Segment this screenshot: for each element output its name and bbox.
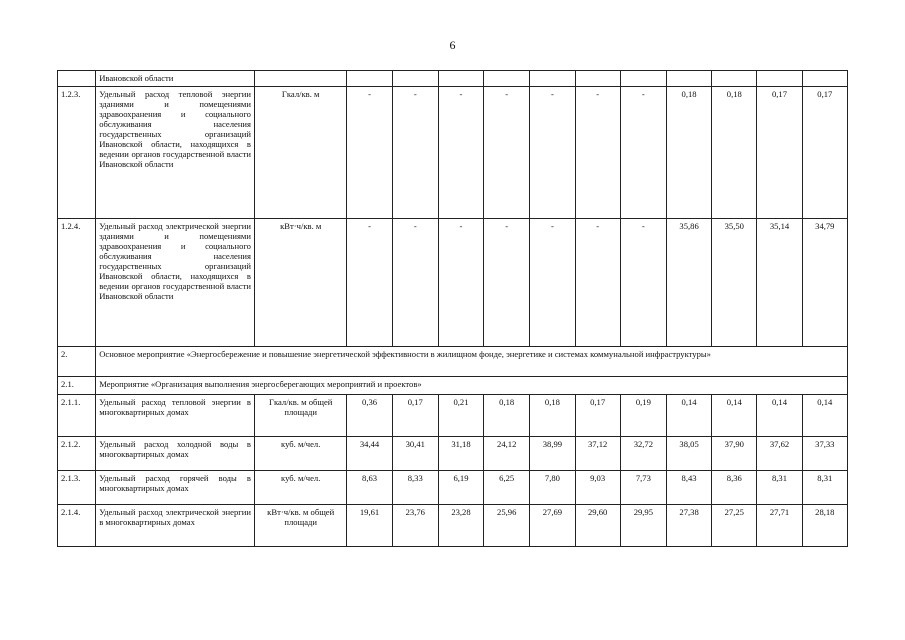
value-cell	[620, 71, 666, 87]
value-cell: 27,38	[666, 505, 711, 547]
value-cell: 27,69	[530, 505, 575, 547]
value-cell	[392, 71, 438, 87]
value-cell: 8,31	[757, 471, 802, 505]
unit-of-measure: кВт·ч/кв. м общей площади	[254, 505, 346, 547]
row-number: 2.1.1.	[58, 395, 96, 437]
value-cell: 32,72	[620, 437, 666, 471]
value-cell: -	[575, 219, 620, 347]
value-cell: -	[530, 219, 575, 347]
page-number: 6	[449, 38, 456, 52]
value-cell: 0,18	[484, 395, 530, 437]
value-cell: 19,61	[347, 505, 392, 547]
value-cell	[666, 71, 711, 87]
unit-of-measure: Гкал/кв. м общей площади	[254, 395, 346, 437]
value-cell: 34,44	[347, 437, 392, 471]
row-number: 1.2.4.	[58, 219, 96, 347]
value-cell: 6,19	[438, 471, 483, 505]
section-title: Мероприятие «Организация выполнения энергосберегающих мероприятий и проектов»	[96, 377, 848, 395]
value-cell: 34,79	[802, 219, 847, 347]
value-cell: 28,18	[802, 505, 847, 547]
value-cell: -	[575, 87, 620, 219]
indicator-name: Удельный расход тепловой энергии в многоквартирных домах	[96, 395, 255, 437]
value-cell: 0,18	[530, 395, 575, 437]
indicators-table	[57, 70, 848, 547]
value-cell: 8,43	[666, 471, 711, 505]
row-number: 1.2.3.	[58, 87, 96, 219]
value-cell: 37,62	[757, 437, 802, 471]
row-number: 2.	[58, 347, 96, 377]
value-cell: 8,33	[392, 471, 438, 505]
value-cell: -	[347, 219, 392, 347]
table-row	[58, 505, 848, 547]
value-cell	[438, 71, 483, 87]
row-number: 2.1.3.	[58, 471, 96, 505]
row-number: 2.1.4.	[58, 505, 96, 547]
value-cell: 37,33	[802, 437, 847, 471]
table-row	[58, 71, 848, 87]
indicator-name: Удельный расход электрической энергии в многоквартирных домах	[96, 505, 255, 547]
value-cell: -	[484, 87, 530, 219]
value-cell: -	[438, 219, 483, 347]
row-number: 2.1.	[58, 377, 96, 395]
value-cell: 0,17	[757, 87, 802, 219]
value-cell: 31,18	[438, 437, 483, 471]
table-row	[58, 377, 848, 395]
value-cell: -	[392, 219, 438, 347]
unit-of-measure: куб. м/чел.	[254, 437, 346, 471]
unit-of-measure: Гкал/кв. м	[254, 87, 346, 219]
unit-of-measure: куб. м/чел.	[254, 471, 346, 505]
value-cell: 8,63	[347, 471, 392, 505]
value-cell	[347, 71, 392, 87]
row-number: 2.1.2.	[58, 437, 96, 471]
value-cell: 9,03	[575, 471, 620, 505]
value-cell: 8,36	[712, 471, 757, 505]
indicator-name: Удельный расход горячей воды в многоквартирных домах	[96, 471, 255, 505]
value-cell: 37,90	[712, 437, 757, 471]
value-cell	[530, 71, 575, 87]
table-row	[58, 395, 848, 437]
value-cell	[757, 71, 802, 87]
value-cell: 27,71	[757, 505, 802, 547]
value-cell: -	[620, 87, 666, 219]
value-cell	[484, 71, 530, 87]
value-cell: 27,25	[712, 505, 757, 547]
table-row	[58, 219, 848, 347]
value-cell: -	[530, 87, 575, 219]
unit-of-measure: кВт·ч/кв. м	[254, 219, 346, 347]
value-cell: 0,17	[802, 87, 847, 219]
value-cell: 6,25	[484, 471, 530, 505]
value-cell: 35,14	[757, 219, 802, 347]
indicator-name: Удельный расход электрической энергии зданиями и помещениями здравоохранения и социального обслуживания населения государственных организаций Ивановской области, находящихся в ведении органов государственной власти Ивановской области	[96, 219, 255, 347]
table-row	[58, 87, 848, 219]
value-cell: 29,95	[620, 505, 666, 547]
value-cell: -	[392, 87, 438, 219]
value-cell: 0,18	[712, 87, 757, 219]
value-cell: 23,28	[438, 505, 483, 547]
table-row	[58, 471, 848, 505]
value-cell: 35,50	[712, 219, 757, 347]
value-cell: 23,76	[392, 505, 438, 547]
value-cell: 0,19	[620, 395, 666, 437]
value-cell: 0,21	[438, 395, 483, 437]
value-cell: 0,14	[712, 395, 757, 437]
value-cell: 0,17	[575, 395, 620, 437]
value-cell: 0,18	[666, 87, 711, 219]
value-cell: 7,80	[530, 471, 575, 505]
value-cell: 0,36	[347, 395, 392, 437]
value-cell: 37,12	[575, 437, 620, 471]
value-cell: -	[438, 87, 483, 219]
value-cell: 38,99	[530, 437, 575, 471]
value-cell: 35,86	[666, 219, 711, 347]
value-cell: 0,14	[666, 395, 711, 437]
value-cell: 25,96	[484, 505, 530, 547]
value-cell: 30,41	[392, 437, 438, 471]
table-row	[58, 347, 848, 377]
value-cell: -	[620, 219, 666, 347]
table-row	[58, 437, 848, 471]
value-cell: -	[484, 219, 530, 347]
value-cell: 0,14	[802, 395, 847, 437]
value-cell: -	[347, 87, 392, 219]
value-cell: 7,73	[620, 471, 666, 505]
value-cell: 29,60	[575, 505, 620, 547]
indicator-name: Удельный расход тепловой энергии зданиями и помещениями здравоохранения и социального обслуживания населения государственных организаций Ивановской области, находящихся в ведении органов государственной власти Ивановской области	[96, 87, 255, 219]
value-cell: 8,31	[802, 471, 847, 505]
value-cell: 24,12	[484, 437, 530, 471]
value-cell	[575, 71, 620, 87]
value-cell	[712, 71, 757, 87]
indicator-name: Ивановской области	[96, 71, 255, 87]
value-cell: 38,05	[666, 437, 711, 471]
indicator-name: Удельный расход холодной воды в многоквартирных домах	[96, 437, 255, 471]
value-cell: 0,17	[392, 395, 438, 437]
unit-of-measure	[254, 71, 346, 87]
value-cell: 0,14	[757, 395, 802, 437]
value-cell	[802, 71, 847, 87]
section-title: Основное мероприятие «Энергосбережение и повышение энергетической эффективности в жилищном фонде, энергетике и системах коммунальной инфраструктуры»	[96, 347, 848, 377]
row-number	[58, 71, 96, 87]
